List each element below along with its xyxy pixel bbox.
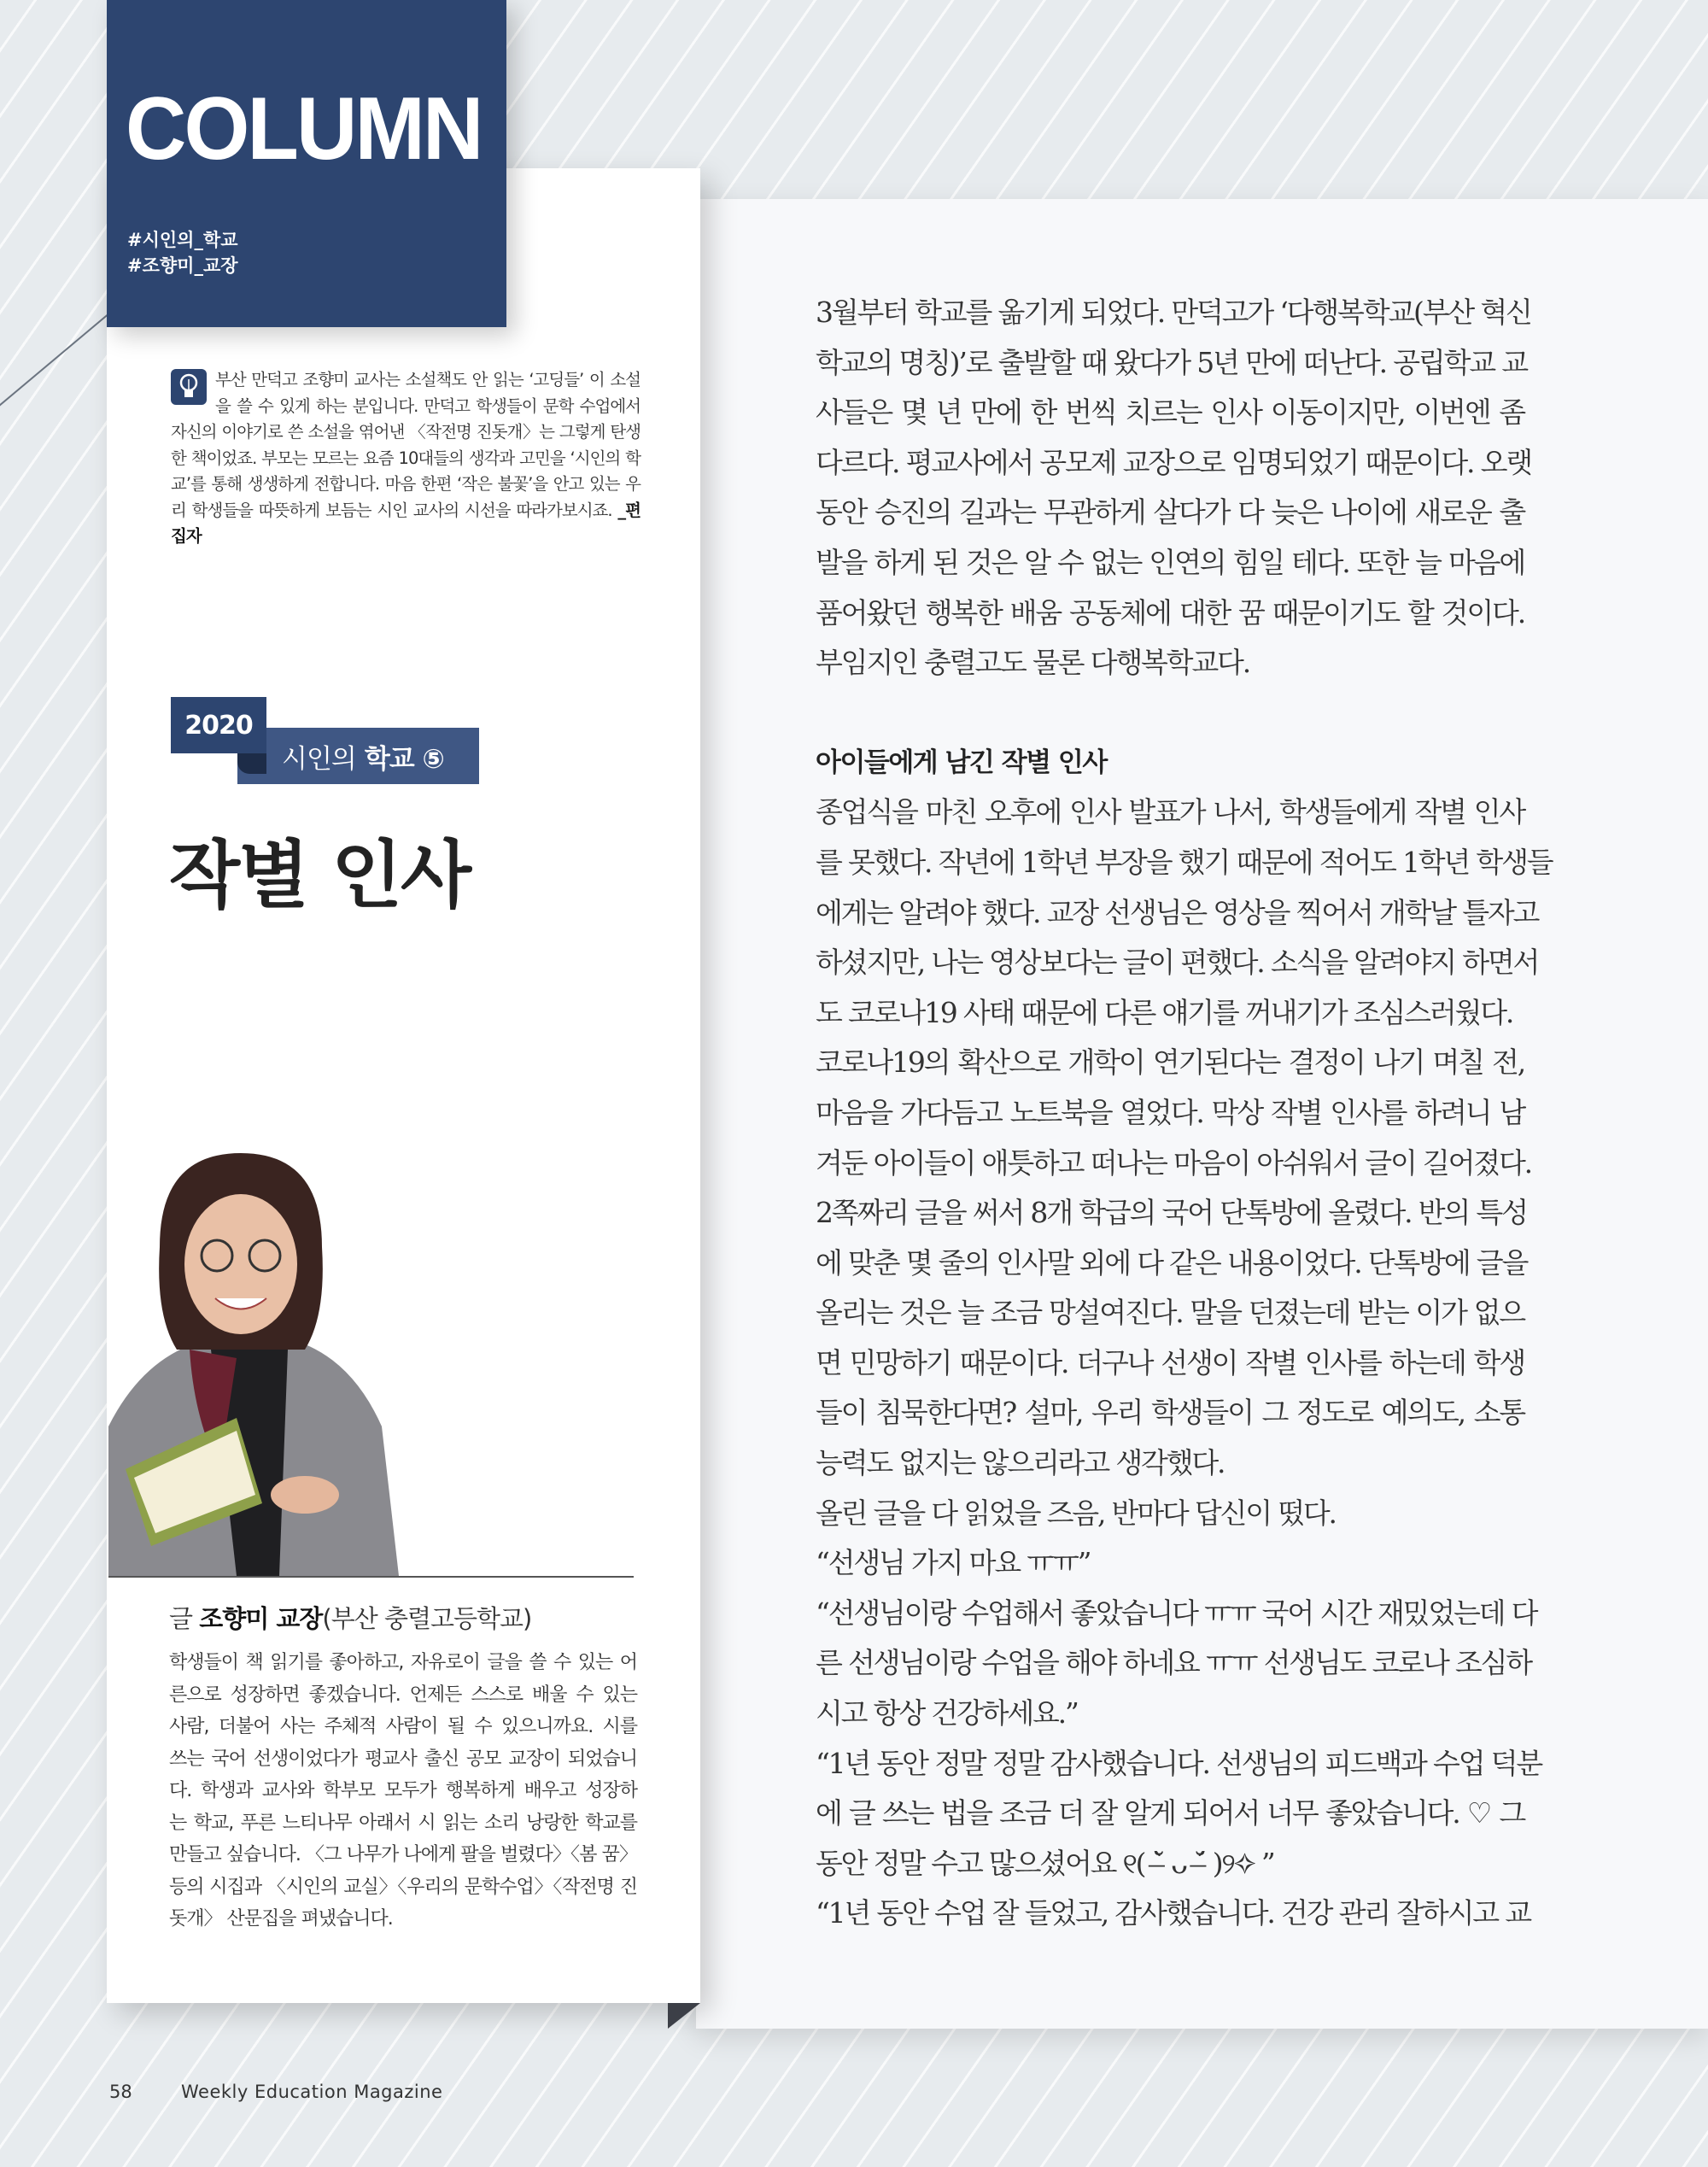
intro-signature: _편집자 xyxy=(171,500,640,546)
decorative-line xyxy=(0,314,108,420)
body-line: 발을 하게 된 것은 알 수 없는 인연의 힘일 테다. 또한 늘 마음에 xyxy=(816,545,1524,579)
body-line: 겨둔 아이들이 애틋하고 떠나는 마음이 아쉬워서 글이 길어졌다. xyxy=(816,1145,1531,1180)
body-line: 른 선생님이랑 수업을 해야 하네요 ㅠㅠ 선생님도 코로나 조심하 xyxy=(816,1646,1531,1680)
page-fold-corner xyxy=(668,2003,700,2029)
series-name: 시인의 xyxy=(282,743,356,775)
page-number: 58 xyxy=(109,2082,132,2102)
author-byline xyxy=(169,1600,531,1635)
bio-line: 다. 학생과 교사와 학부모 모두가 행복하게 배우고 성장하 xyxy=(169,1780,637,1801)
bio-line: 른으로 성장하면 좋겠습니다. 언제든 스스로 배울 수 있는 xyxy=(169,1684,637,1706)
bio-line: 사람, 더불어 사는 주체적 사람이 될 수 있으니까요. 시를 xyxy=(169,1716,637,1737)
body-line: 도 코로나19 사태 때문에 다른 얘기를 꺼내기가 조심스러웠다. xyxy=(816,995,1513,1029)
body-line: 올린 글을 다 읽었을 즈음, 반마다 답신이 떴다. xyxy=(816,1496,1336,1530)
body-line: 학교의 명칭)’로 출발할 때 왔다가 5년 만에 떠난다. 공립학교 교 xyxy=(816,345,1527,379)
magazine-name: Weekly Education Magazine xyxy=(181,2082,443,2102)
body-line: 종업식을 마친 오후에 인사 발표가 나서, 학생들에게 작별 인사 xyxy=(816,795,1524,829)
body-line: 를 못했다. 작년에 1학년 부장을 했기 때문에 적어도 1학년 학생들 xyxy=(816,845,1553,879)
body-line: 들이 침묵한다면? 설마, 우리 학생들이 그 정도로 예의도, 소통 xyxy=(816,1396,1524,1430)
bio-line: 학생들이 책 읽기를 좋아하고, 자유로이 글을 쓸 수 있는 어 xyxy=(169,1652,637,1673)
body-line: “1년 동안 정말 정말 감사했습니다. 선생님의 피드백과 수업 덕분 xyxy=(816,1746,1542,1780)
author-photo xyxy=(108,1145,454,1576)
author-bio xyxy=(169,1647,637,1936)
paragraph-gap xyxy=(816,688,1524,738)
bio-line: 는 학교, 푸른 느티나무 아래서 시 읽는 소리 낭랑한 학교를 xyxy=(169,1812,637,1834)
hashtag: #조향미_교장 xyxy=(127,255,238,276)
badge-notch xyxy=(237,753,266,774)
article-title: 작별 인사 xyxy=(169,833,471,918)
series-year-badge: 2020 xyxy=(171,697,266,753)
series-label xyxy=(237,728,479,784)
body-line: 면 민망하기 때문이다. 더구나 선생이 작별 인사를 하는데 학생 xyxy=(816,1345,1524,1379)
body-line: 하셨지만, 나는 영상보다는 글이 편했다. 소식을 알려야지 하면서 xyxy=(816,946,1539,980)
body-line: 에게는 알려야 했다. 교장 선생님은 영상을 찍어서 개학날 틀자고 xyxy=(816,895,1539,929)
body-line: 사들은 몇 년 만에 한 번씩 치르는 인사 이동이지만, 이번엔 좀 xyxy=(816,395,1524,430)
bio-line: 돗개〉 산문집을 펴냈습니다. xyxy=(169,1908,393,1930)
bio-line: 등의 시집과 〈시인의 교실〉〈우리의 문학수업〉〈작전명 진 xyxy=(169,1876,637,1898)
series-name-bold: 학교 ⑤ xyxy=(364,743,444,775)
body-line: 3월부터 학교를 옮기게 되었다. 만덕고가 ‘다행복학교(부산 혁신 xyxy=(816,296,1531,329)
body-line: 마음을 가다듬고 노트북을 열었다. 막상 작별 인사를 하려니 남 xyxy=(816,1095,1524,1129)
body-line: 동안 정말 수고 많으셨어요 ୧( ˘̶̀ ᴗ ˘̶́ )୨✧ ” xyxy=(816,1846,1274,1880)
divider xyxy=(108,1576,634,1578)
hashtags xyxy=(127,227,238,278)
author-name: 조향미 교장 xyxy=(199,1604,323,1633)
body-line: 다르다. 평교사에서 공모제 교장으로 임명되었기 때문이다. 오랫 xyxy=(816,445,1531,479)
intro-text: 부산 만덕고 조향미 교사는 소설책도 안 읽는 ‘고딩들’ 이 소설을 쓸 수 있게 하는 분입니다. 만덕고 학생들이 문학 수업에서 자신의 이야기로 쓴 소설을 엮어낸 〈작전명 진돗개〉는 그렇게 탄생한 책이었죠. 부모는 모르는 요즘 10대들의 생각과 고민을 ‘시인의 학교’를 통해 생생하게 전합니다. 마음 한편 ‘작은 불꽃’을 안고 있는 우리 학생들을 따뜻하게 보듬는 시인 교사의 시선을 따라가보시죠. xyxy=(171,370,640,520)
column-header-box xyxy=(107,0,506,327)
body-line: “선생님 가지 마요 ㅠㅠ” xyxy=(816,1546,1091,1580)
body-line: “선생님이랑 수업해서 좋았습니다 ㅠㅠ 국어 시간 재밌었는데 다 xyxy=(816,1596,1537,1630)
body-line: “1년 동안 수업 잘 들었고, 감사했습니다. 건강 관리 잘하시고 교 xyxy=(816,1896,1530,1930)
lightbulb-icon xyxy=(171,369,207,405)
body-line: 부임지인 충렬고도 물론 다행복학교다. xyxy=(816,646,1250,680)
bio-line: 쓰는 국어 선생이었다가 평교사 출신 공모 교장이 되었습니 xyxy=(169,1748,637,1770)
body-line: 올리는 것은 늘 조금 망설여진다. 말을 던졌는데 받는 이가 없으 xyxy=(816,1296,1524,1330)
body-line: 품어왔던 행복한 배움 공동체에 대한 꿈 때문이기도 할 것이다. xyxy=(816,595,1524,630)
body-line: 동안 승진의 길과는 무관하게 살다가 다 늦은 나이에 새로운 출 xyxy=(816,495,1524,530)
hashtag: #시인의_학교 xyxy=(127,230,238,250)
body-line: 시고 항상 건강하세요.” xyxy=(816,1696,1078,1731)
body-line: 코로나19의 확산으로 개학이 연기된다는 결정이 나기 며칠 전, xyxy=(816,1045,1524,1080)
editor-intro xyxy=(171,367,640,550)
body-line: 에 글 쓰는 법을 조금 더 잘 알게 되어서 너무 좋았습니다. ♡ 그 xyxy=(816,1796,1524,1830)
article-body xyxy=(816,288,1553,1939)
section-title: COLUMN xyxy=(126,79,482,179)
byline-prefix: 글 xyxy=(169,1604,193,1633)
subheading: 아이들에게 남긴 작별 인사 xyxy=(816,747,1107,778)
body-line: 능력도 없지는 않으리라고 생각했다. xyxy=(816,1446,1225,1480)
bio-line: 만들고 싶습니다. 〈그 나무가 나에게 팔을 벌렸다〉〈봄 꿈〉 xyxy=(169,1844,637,1865)
body-line: 2쪽짜리 글을 써서 8개 학급의 국어 단톡방에 올렸다. 반의 특성 xyxy=(816,1196,1527,1230)
author-affiliation: (부산 충렬고등학교) xyxy=(322,1604,532,1633)
body-line: 에 맞춘 몇 줄의 인사말 외에 다 같은 내용이었다. 단톡방에 글을 xyxy=(816,1245,1528,1280)
